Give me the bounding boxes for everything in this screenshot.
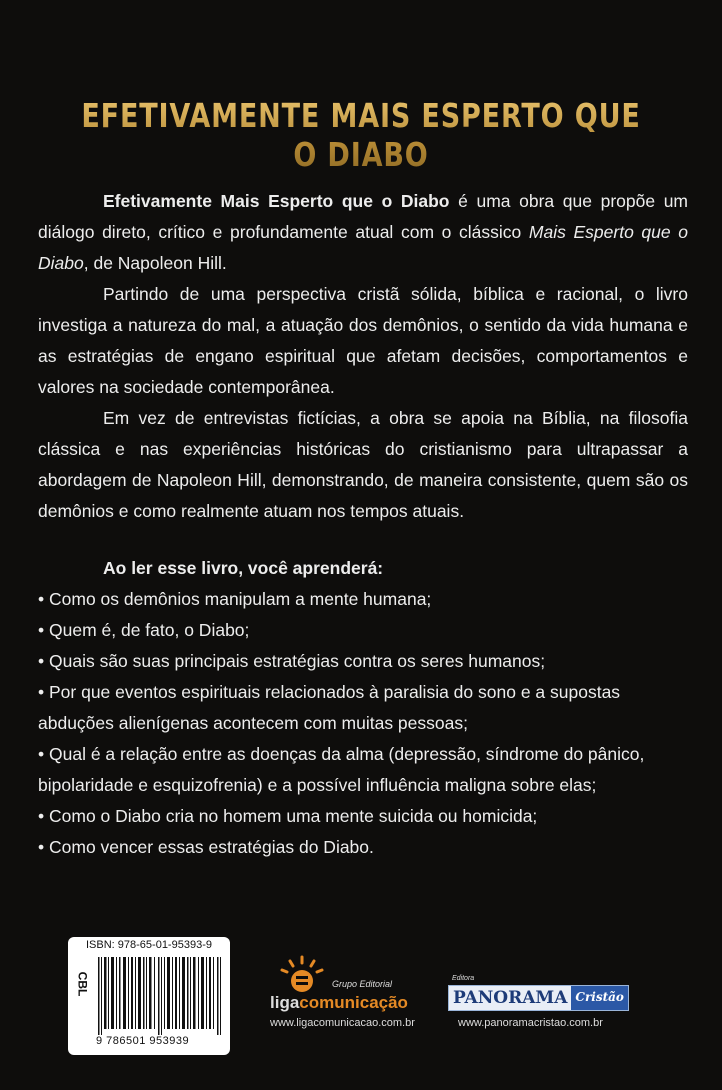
list-item: • Por que eventos espirituais relacionados à paralisia do sono e a supostas abduções alienígenas acontecem com muitas pessoas; — [38, 677, 698, 739]
liga-name-part-b: comunicação — [299, 993, 408, 1012]
learn-section — [38, 553, 698, 863]
liga-url: www.ligacomunicacao.com.br — [270, 1017, 415, 1029]
panorama-name: PANORAMA — [449, 986, 571, 1010]
barcode-icon — [98, 957, 222, 1035]
learn-heading: Ao ler esse livro, você aprenderá: — [103, 558, 384, 578]
list-item: • Quem é, de fato, o Diabo; — [38, 615, 698, 646]
panorama-url: www.panoramacristao.com.br — [458, 1017, 603, 1029]
panorama-editora-label: Editora — [452, 975, 475, 982]
paragraph-1 — [38, 186, 688, 279]
list-item: • Qual é a relação entre as doenças da alma (depressão, síndrome do pânico, bipolaridade e esquizofrenia) e a possível influência maligna sobre elas; — [38, 739, 698, 801]
sun-speech-icon — [274, 955, 330, 995]
barcode-label — [68, 937, 230, 1055]
liga-group-label: Grupo Editorial — [332, 979, 393, 989]
paragraph-3: Em vez de entrevistas fictícias, a obra se apoia na Bíblia, na filosofia clássica e nas experiências históricas do cristianismo para ultrapassar a abordagem de Napoleon Hill, demonstrando, de maneira consistente, quem são os demônios e como realmente atuam nos tempos atuais. — [38, 408, 688, 521]
description — [38, 186, 688, 527]
list-item: • Quais são suas principais estratégias contra os seres humanos; — [38, 646, 698, 677]
paragraph-1-end: , de Napoleon Hill. — [83, 253, 227, 273]
list-item: • Como vencer essas estratégias do Diabo. — [38, 832, 698, 863]
back-cover-title: EFETIVAMENTE MAIS ESPERTO QUE O DIABO — [65, 96, 657, 174]
panorama-wordmark — [448, 985, 629, 1011]
paragraph-1-text: é uma obra que propõe um diálogo direto, crítico e profundamente atual com o clássico — [38, 191, 688, 242]
list-item: • Como os demônios manipulam a mente humana; — [38, 584, 698, 615]
barcode-number: 9 786501 953939 — [96, 1035, 190, 1047]
classic-title-italic: Mais Esperto que o Diabo — [38, 222, 688, 273]
panorama-cristao: Cristão — [571, 986, 628, 1010]
isbn-text: ISBN: 978-65-01-95393-9 — [86, 939, 212, 951]
list-item: • Como o Diabo cria no homem uma mente suicida ou homicida; — [38, 801, 698, 832]
publisher-panorama-logo — [448, 975, 628, 1035]
learn-list — [38, 584, 698, 863]
cbl-mark: CBL — [75, 971, 90, 997]
liga-name-part-a: liga — [270, 993, 300, 1012]
book-title-bold: Efetivamente Mais Esperto que o Diabo — [103, 191, 450, 211]
liga-name — [270, 993, 408, 1013]
paragraph-2: Partindo de uma perspectiva cristã sólida, bíblica e racional, o livro investiga a natureza do mal, a atuação dos demônios, o sentido da vida humana e as estratégias de engano espiritual que afetam decisões, comportamentos e valores na sociedade contemporânea. — [38, 284, 688, 397]
publisher-liga-logo — [268, 955, 438, 1035]
